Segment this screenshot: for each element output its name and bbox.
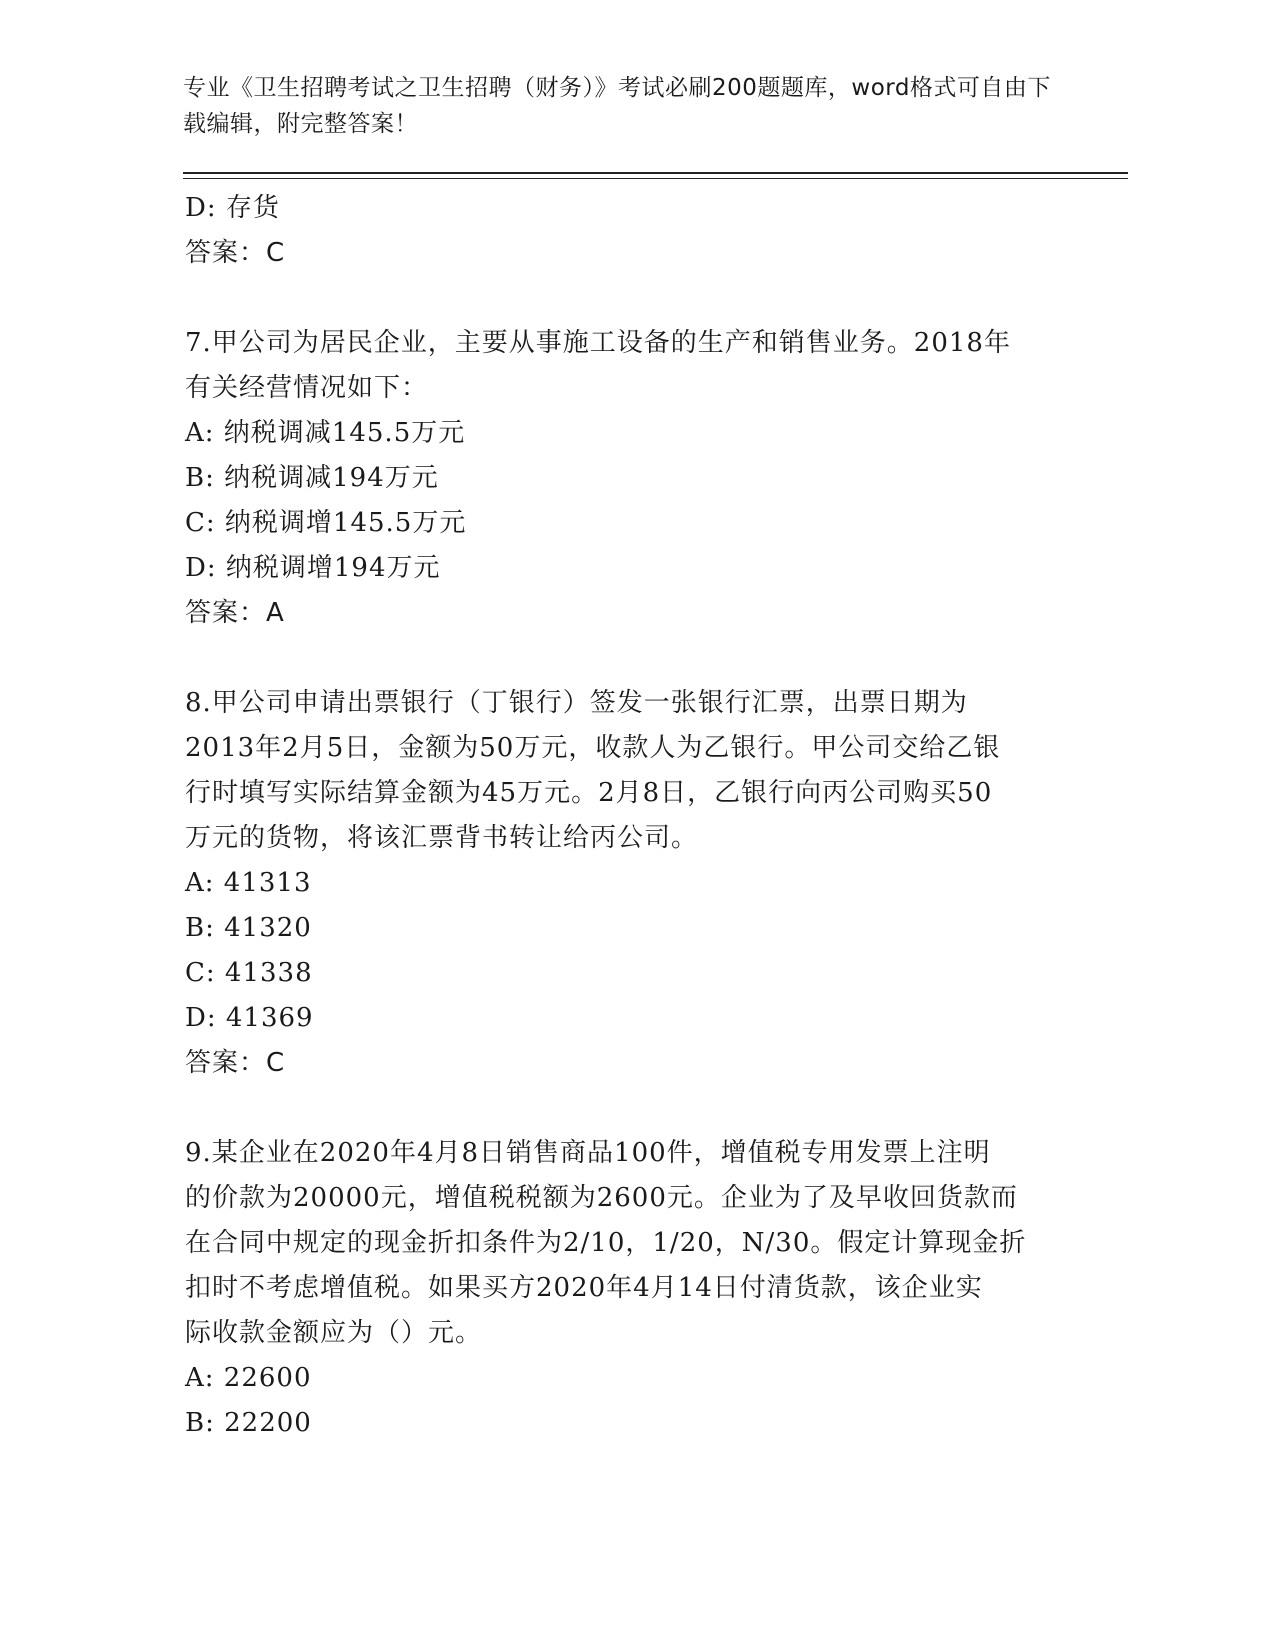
question-text-line: 在合同中规定的现金折扣条件为2/10，1/20，N/30。假定计算现金折 — [185, 1228, 1027, 1258]
document-header: 专业《卫生招聘考试之卫生招聘（财务）》考试必刷200题题库，word格式可自由下载编辑，附完整答案！ — [183, 75, 1051, 137]
option-a: A: 纳税调减145.5万元 — [185, 418, 466, 448]
question-text-line: 扣时不考虑增值税。如果买方2020年4月14日付清货款，该企业实 — [185, 1273, 983, 1303]
question-text-line: 有关经营情况如下： — [185, 373, 429, 403]
document-body — [185, 186, 1065, 1446]
option-d: D: 41369 — [185, 1003, 314, 1033]
header-divider-thin — [183, 178, 1128, 179]
option-c: C: 纳税调增145.5万元 — [185, 508, 467, 538]
spacer — [185, 1086, 1065, 1131]
prev-answer: 答案：C — [185, 238, 286, 268]
option-a: A: 22600 — [185, 1363, 312, 1393]
spacer — [185, 276, 1065, 321]
question-text-line: 2013年2月5日，金额为50万元，收款人为乙银行。甲公司交给乙银 — [185, 733, 1001, 763]
answer: 答案：A — [185, 598, 285, 628]
question-text-line: 行时填写实际结算金额为45万元。2月8日，乙银行向丙公司购买50 — [185, 778, 993, 808]
question-8 — [185, 681, 1065, 1086]
question-7 — [185, 321, 1065, 636]
question-9 — [185, 1131, 1065, 1446]
option-b: B: 纳税调减194万元 — [185, 463, 439, 493]
question-text-line: 8.甲公司申请出票银行（丁银行）签发一张银行汇票，出票日期为 — [185, 688, 968, 718]
option-b: B: 41320 — [185, 913, 312, 943]
option-c: C: 41338 — [185, 958, 313, 988]
answer: 答案：C — [185, 1048, 286, 1078]
prev-option-d: D: 存货 — [185, 193, 280, 223]
question-text-line: 7.甲公司为居民企业，主要从事施工设备的生产和销售业务。2018年 — [185, 328, 1011, 358]
spacer — [185, 636, 1065, 681]
option-a: A: 41313 — [185, 868, 312, 898]
option-b: B: 22200 — [185, 1408, 312, 1438]
question-text-line: 9.某企业在2020年4月8日销售商品100件，增值税专用发票上注明 — [185, 1138, 991, 1168]
question-text-line: 际收款金额应为（）元。 — [185, 1318, 483, 1348]
option-d: D: 纳税调增194万元 — [185, 553, 441, 583]
header-divider-thick — [183, 172, 1128, 174]
question-text-line: 万元的货物，将该汇票背书转让给丙公司。 — [185, 823, 699, 853]
question-text-line: 的价款为20000元，增值税税额为2600元。企业为了及早收回货款而 — [185, 1183, 1018, 1213]
